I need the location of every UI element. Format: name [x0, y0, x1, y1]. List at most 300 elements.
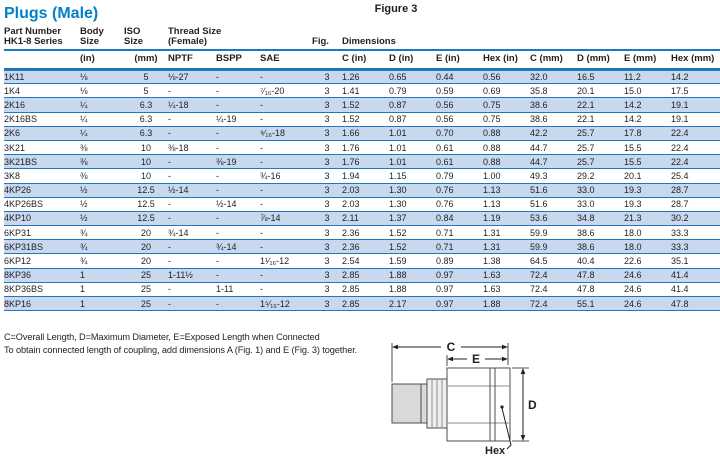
value-cell: 1-11½ — [168, 268, 216, 282]
value-cell: 14.2 — [624, 112, 671, 126]
part-number-cell: 8KP36 — [4, 268, 80, 282]
value-cell: 1.19 — [483, 211, 530, 225]
table-row — [4, 140, 720, 154]
page-title: Plugs (Male) — [4, 5, 99, 22]
value-cell: ⅜-18 — [168, 140, 216, 154]
value-cell: 53.6 — [530, 211, 577, 225]
value-cell: 1.52 — [389, 226, 436, 240]
value-cell: 28.7 — [671, 183, 720, 197]
value-cell: 0.71 — [436, 240, 483, 254]
value-cell: 20 — [124, 240, 168, 254]
value-cell: 0.87 — [389, 98, 436, 112]
value-cell: 20.1 — [577, 84, 624, 98]
header-iso-size — [124, 27, 168, 50]
header-body-size-line1: Body — [80, 26, 104, 37]
value-cell: 0.88 — [483, 126, 530, 140]
part-number-cell: 8KP16 — [4, 297, 80, 311]
value-cell: 12.5 — [124, 183, 168, 197]
value-cell: 1-11 — [216, 282, 260, 296]
value-cell: 1.94 — [342, 169, 389, 183]
subheader-mm: (mm) — [124, 50, 168, 70]
value-cell: - — [260, 140, 312, 154]
header-thread-size-line1: Thread Size — [168, 26, 222, 37]
value-cell: 1.52 — [389, 240, 436, 254]
value-cell: 2.36 — [342, 226, 389, 240]
value-cell: - — [260, 183, 312, 197]
value-cell: 19.1 — [671, 98, 720, 112]
value-cell: - — [168, 297, 216, 311]
value-cell: 1.30 — [389, 183, 436, 197]
value-cell: - — [216, 254, 260, 268]
value-cell: 0.79 — [436, 169, 483, 183]
value-cell: 3 — [312, 197, 342, 211]
table-row — [4, 297, 720, 311]
value-cell: 0.79 — [389, 84, 436, 98]
value-cell: ⅜ — [80, 140, 124, 154]
value-cell: 10 — [124, 140, 168, 154]
value-cell: 0.56 — [436, 112, 483, 126]
table-body — [4, 70, 720, 311]
dimension-e — [447, 352, 508, 366]
value-cell: 3 — [312, 183, 342, 197]
value-cell: 3 — [312, 140, 342, 154]
value-cell: 0.59 — [436, 84, 483, 98]
subheader-hexmm: Hex (mm) — [671, 50, 720, 70]
value-cell: - — [168, 112, 216, 126]
value-cell: 1.41 — [342, 84, 389, 98]
value-cell: 38.6 — [577, 240, 624, 254]
value-cell: 1.37 — [389, 211, 436, 225]
value-cell: 1.15 — [389, 169, 436, 183]
value-cell: 1 — [80, 282, 124, 296]
value-cell: 0.69 — [483, 84, 530, 98]
value-cell: 1⁵⁄₁₆-12 — [260, 297, 312, 311]
part-number-cell: 3K8 — [4, 169, 80, 183]
value-cell: 20 — [124, 254, 168, 268]
part-number-cell: 6KP31 — [4, 226, 80, 240]
value-cell: 16.5 — [577, 70, 624, 84]
value-cell: 1.01 — [389, 126, 436, 140]
subheader-emm: E (mm) — [624, 50, 671, 70]
plugs-table-wrap — [4, 27, 720, 311]
value-cell: 1.63 — [483, 282, 530, 296]
value-cell: - — [260, 226, 312, 240]
value-cell: 18.0 — [624, 226, 671, 240]
value-cell: ¼ — [80, 98, 124, 112]
value-cell: 24.6 — [624, 282, 671, 296]
table-row — [4, 183, 720, 197]
value-cell: 0.87 — [389, 112, 436, 126]
value-cell: - — [216, 268, 260, 282]
value-cell: ¾ — [80, 240, 124, 254]
value-cell: 1.52 — [342, 112, 389, 126]
header-iso-size-line2: Size — [124, 36, 144, 47]
subheader-sae: SAE — [260, 50, 312, 70]
header-body-size-line2: Size — [80, 36, 100, 47]
value-cell: 1 — [80, 268, 124, 282]
value-cell: 1.63 — [483, 268, 530, 282]
value-cell: 25 — [124, 297, 168, 311]
value-cell: 1.13 — [483, 197, 530, 211]
value-cell: - — [260, 98, 312, 112]
value-cell: 3 — [312, 84, 342, 98]
footnote-line1: C=Overall Length, D=Maximum Diameter, E=Exposed Length when Connected — [4, 332, 320, 342]
value-cell: - — [216, 297, 260, 311]
value-cell: 0.75 — [483, 98, 530, 112]
value-cell: 3 — [312, 240, 342, 254]
subheader-cin: C (in) — [342, 50, 389, 70]
value-cell: ⅛ — [80, 70, 124, 84]
value-cell: 33.3 — [671, 226, 720, 240]
value-cell: - — [168, 126, 216, 140]
dim-label-hex: Hex — [485, 445, 506, 457]
table-row — [4, 268, 720, 282]
table-row — [4, 84, 720, 98]
value-cell: - — [216, 169, 260, 183]
value-cell: 33.0 — [577, 197, 624, 211]
table-row — [4, 98, 720, 112]
table-header-row — [4, 27, 720, 50]
value-cell: ½ — [80, 197, 124, 211]
value-cell: 0.89 — [436, 254, 483, 268]
table-row — [4, 254, 720, 268]
subheader-din: D (in) — [389, 50, 436, 70]
header-dimensions: Dimensions — [342, 27, 720, 50]
value-cell: 28.7 — [671, 197, 720, 211]
value-cell: 24.6 — [624, 297, 671, 311]
value-cell: 2.11 — [342, 211, 389, 225]
value-cell: 2.85 — [342, 297, 389, 311]
dim-label-e: E — [471, 352, 481, 366]
value-cell: 0.56 — [436, 98, 483, 112]
value-cell: 42.2 — [530, 126, 577, 140]
table-row — [4, 70, 720, 84]
value-cell: - — [260, 240, 312, 254]
value-cell: 2.85 — [342, 268, 389, 282]
value-cell: ¾-14 — [216, 240, 260, 254]
value-cell: 10 — [124, 155, 168, 169]
value-cell: 2.54 — [342, 254, 389, 268]
subheader-dmm: D (mm) — [577, 50, 624, 70]
figure-label: Figure 3 — [374, 3, 418, 15]
part-number-cell: 6KP31BS — [4, 240, 80, 254]
value-cell: 35.8 — [530, 84, 577, 98]
value-cell: 64.5 — [530, 254, 577, 268]
value-cell: - — [216, 226, 260, 240]
value-cell: - — [260, 282, 312, 296]
value-cell: ½ — [80, 183, 124, 197]
value-cell: 3 — [312, 254, 342, 268]
value-cell: 0.88 — [483, 155, 530, 169]
value-cell: 2.85 — [342, 282, 389, 296]
value-cell: 22.4 — [671, 140, 720, 154]
value-cell: - — [168, 169, 216, 183]
part-number-cell: 4KP26 — [4, 183, 80, 197]
value-cell: 3 — [312, 112, 342, 126]
header-fig: Fig. — [312, 27, 342, 50]
value-cell: 1.01 — [389, 155, 436, 169]
value-cell: 38.6 — [530, 112, 577, 126]
value-cell: 22.1 — [577, 112, 624, 126]
value-cell: - — [216, 126, 260, 140]
table-row — [4, 226, 720, 240]
value-cell: 1.38 — [483, 254, 530, 268]
value-cell: 1.00 — [483, 169, 530, 183]
value-cell: 2.03 — [342, 197, 389, 211]
value-cell: 2.03 — [342, 183, 389, 197]
part-number-cell: 4KP10 — [4, 211, 80, 225]
value-cell: 1.31 — [483, 226, 530, 240]
value-cell: 0.97 — [436, 268, 483, 282]
value-cell: 0.84 — [436, 211, 483, 225]
part-number-cell: 2K6 — [4, 126, 80, 140]
value-cell: ½ — [80, 211, 124, 225]
table-row — [4, 211, 720, 225]
value-cell: - — [168, 197, 216, 211]
value-cell: 32.0 — [530, 70, 577, 84]
value-cell: 19.1 — [671, 112, 720, 126]
value-cell: 0.65 — [389, 70, 436, 84]
table-row — [4, 155, 720, 169]
value-cell: 1.88 — [483, 297, 530, 311]
value-cell: 47.8 — [577, 282, 624, 296]
value-cell: 6.3 — [124, 98, 168, 112]
value-cell: 0.44 — [436, 70, 483, 84]
value-cell: ⅛-27 — [168, 70, 216, 84]
value-cell: 55.1 — [577, 297, 624, 311]
value-cell: 72.4 — [530, 282, 577, 296]
value-cell: ¼ — [80, 126, 124, 140]
value-cell: 19.3 — [624, 183, 671, 197]
value-cell: 1.76 — [342, 140, 389, 154]
value-cell: 0.70 — [436, 126, 483, 140]
part-number-cell: 4KP26BS — [4, 197, 80, 211]
value-cell: 1.59 — [389, 254, 436, 268]
value-cell: 5 — [124, 84, 168, 98]
dim-label-d: D — [528, 398, 537, 412]
value-cell: 3 — [312, 226, 342, 240]
value-cell: ¼-18 — [168, 98, 216, 112]
value-cell: 22.6 — [624, 254, 671, 268]
plugs-table — [4, 27, 720, 311]
value-cell: 1.30 — [389, 197, 436, 211]
value-cell: 6.3 — [124, 126, 168, 140]
value-cell: 2.17 — [389, 297, 436, 311]
value-cell: 34.8 — [577, 211, 624, 225]
subheader-ein: E (in) — [436, 50, 483, 70]
table-row — [4, 197, 720, 211]
value-cell: 1.26 — [342, 70, 389, 84]
value-cell: 3 — [312, 155, 342, 169]
value-cell: 3 — [312, 70, 342, 84]
plug-hex-body — [447, 368, 510, 441]
value-cell: 41.4 — [671, 282, 720, 296]
value-cell: 38.6 — [577, 226, 624, 240]
table-row — [4, 169, 720, 183]
subheader-hexin: Hex (in) — [483, 50, 530, 70]
value-cell: 22.4 — [671, 155, 720, 169]
value-cell: - — [168, 84, 216, 98]
value-cell: 2.36 — [342, 240, 389, 254]
value-cell: - — [260, 112, 312, 126]
header-part-number-line2: HK1-8 Series — [4, 36, 63, 47]
header-iso-size-line1: ISO — [124, 26, 141, 37]
part-number-cell: 8KP36BS — [4, 282, 80, 296]
value-cell: 17.5 — [671, 84, 720, 98]
dim-label-c: C — [446, 340, 456, 354]
value-cell: 1.66 — [342, 126, 389, 140]
value-cell: 29.2 — [577, 169, 624, 183]
value-cell: 0.56 — [483, 70, 530, 84]
subheader-bspp: BSPP — [216, 50, 260, 70]
value-cell: 11.2 — [624, 70, 671, 84]
value-cell: - — [168, 282, 216, 296]
value-cell: 38.6 — [530, 98, 577, 112]
value-cell: - — [216, 183, 260, 197]
value-cell: 5 — [124, 70, 168, 84]
value-cell: 19.3 — [624, 197, 671, 211]
value-cell: 1 — [80, 297, 124, 311]
value-cell: 25 — [124, 268, 168, 282]
value-cell: 24.6 — [624, 268, 671, 282]
value-cell: 25 — [124, 282, 168, 296]
value-cell: - — [216, 211, 260, 225]
value-cell: 44.7 — [530, 140, 577, 154]
value-cell: 1.76 — [342, 155, 389, 169]
value-cell: 51.6 — [530, 197, 577, 211]
value-cell: 1.88 — [389, 268, 436, 282]
value-cell: ⅜ — [80, 155, 124, 169]
value-cell: ¾-14 — [168, 226, 216, 240]
value-cell: 30.2 — [671, 211, 720, 225]
value-cell: 14.2 — [624, 98, 671, 112]
subheader-empty — [4, 50, 80, 70]
value-cell: 1.13 — [483, 183, 530, 197]
value-cell: - — [168, 254, 216, 268]
part-number-cell: 6KP12 — [4, 254, 80, 268]
part-number-cell: 3K21BS — [4, 155, 80, 169]
value-cell: 33.3 — [671, 240, 720, 254]
value-cell: 3 — [312, 211, 342, 225]
value-cell: ½-14 — [216, 197, 260, 211]
value-cell: 44.7 — [530, 155, 577, 169]
footnote-line2: To obtain connected length of coupling, add dimensions A (Fig. 1) and E (Fig. 3) together. — [4, 345, 358, 355]
value-cell: 25.7 — [577, 140, 624, 154]
value-cell: 51.6 — [530, 183, 577, 197]
dimension-d — [512, 368, 537, 441]
value-cell: 25.7 — [577, 126, 624, 140]
header-part-number-line1: Part Number — [4, 26, 62, 37]
value-cell: ¾ — [80, 254, 124, 268]
footnotes — [4, 331, 357, 357]
value-cell: 12.5 — [124, 197, 168, 211]
value-cell: 3 — [312, 169, 342, 183]
value-cell: - — [260, 268, 312, 282]
value-cell: 25.4 — [671, 169, 720, 183]
value-cell: 3 — [312, 297, 342, 311]
value-cell: 0.97 — [436, 282, 483, 296]
value-cell: 33.0 — [577, 183, 624, 197]
value-cell: 20.1 — [624, 169, 671, 183]
value-cell: 0.76 — [436, 197, 483, 211]
value-cell: 47.8 — [577, 268, 624, 282]
value-cell: 0.97 — [436, 297, 483, 311]
value-cell: ⁹⁄₁₆-18 — [260, 126, 312, 140]
value-cell: - — [260, 155, 312, 169]
value-cell: ⅛ — [80, 84, 124, 98]
value-cell: 12.5 — [124, 211, 168, 225]
value-cell: ¾-16 — [260, 169, 312, 183]
value-cell: 3 — [312, 98, 342, 112]
value-cell: ⅜-19 — [216, 155, 260, 169]
plug-tip — [392, 384, 427, 423]
value-cell: 1.52 — [342, 98, 389, 112]
value-cell: - — [168, 240, 216, 254]
value-cell: - — [216, 140, 260, 154]
table-subheader-row — [4, 50, 720, 70]
plug-outline — [392, 368, 510, 441]
value-cell: 15.0 — [624, 84, 671, 98]
value-cell: 18.0 — [624, 240, 671, 254]
value-cell: 72.4 — [530, 268, 577, 282]
value-cell: - — [168, 211, 216, 225]
value-cell: 49.3 — [530, 169, 577, 183]
value-cell: ½-14 — [168, 183, 216, 197]
value-cell: 1.31 — [483, 240, 530, 254]
value-cell: 59.9 — [530, 226, 577, 240]
part-number-cell: 1K4 — [4, 84, 80, 98]
part-number-cell: 1K11 — [4, 70, 80, 84]
value-cell: 22.1 — [577, 98, 624, 112]
table-row — [4, 240, 720, 254]
value-cell: 1¹⁄₁₆-12 — [260, 254, 312, 268]
table-row — [4, 126, 720, 140]
value-cell: 15.5 — [624, 155, 671, 169]
value-cell: 0.76 — [436, 183, 483, 197]
value-cell: 22.4 — [671, 126, 720, 140]
value-cell: 47.8 — [671, 297, 720, 311]
value-cell: 0.61 — [436, 140, 483, 154]
value-cell: - — [260, 70, 312, 84]
value-cell: 0.75 — [483, 112, 530, 126]
value-cell: 1.01 — [389, 140, 436, 154]
part-number-cell: 2K16 — [4, 98, 80, 112]
value-cell: 25.7 — [577, 155, 624, 169]
value-cell: 35.1 — [671, 254, 720, 268]
header-thread-size-line2: (Female) — [168, 36, 208, 47]
value-cell: - — [216, 84, 260, 98]
header-part-number — [4, 27, 80, 50]
value-cell: 1.88 — [389, 282, 436, 296]
plug-technical-drawing — [381, 332, 541, 460]
value-cell: 40.4 — [577, 254, 624, 268]
value-cell: ⅜ — [80, 169, 124, 183]
value-cell: 0.61 — [436, 155, 483, 169]
table-row — [4, 112, 720, 126]
value-cell: ⁷⁄₁₆-20 — [260, 84, 312, 98]
value-cell: 41.4 — [671, 268, 720, 282]
value-cell: 20 — [124, 226, 168, 240]
value-cell: 3 — [312, 282, 342, 296]
value-cell: - — [216, 70, 260, 84]
value-cell: 3 — [312, 268, 342, 282]
value-cell: 72.4 — [530, 297, 577, 311]
value-cell: 0.88 — [483, 140, 530, 154]
subheader-in: (in) — [80, 50, 124, 70]
value-cell: 14.2 — [671, 70, 720, 84]
value-cell: 3 — [312, 126, 342, 140]
value-cell: 10 — [124, 169, 168, 183]
